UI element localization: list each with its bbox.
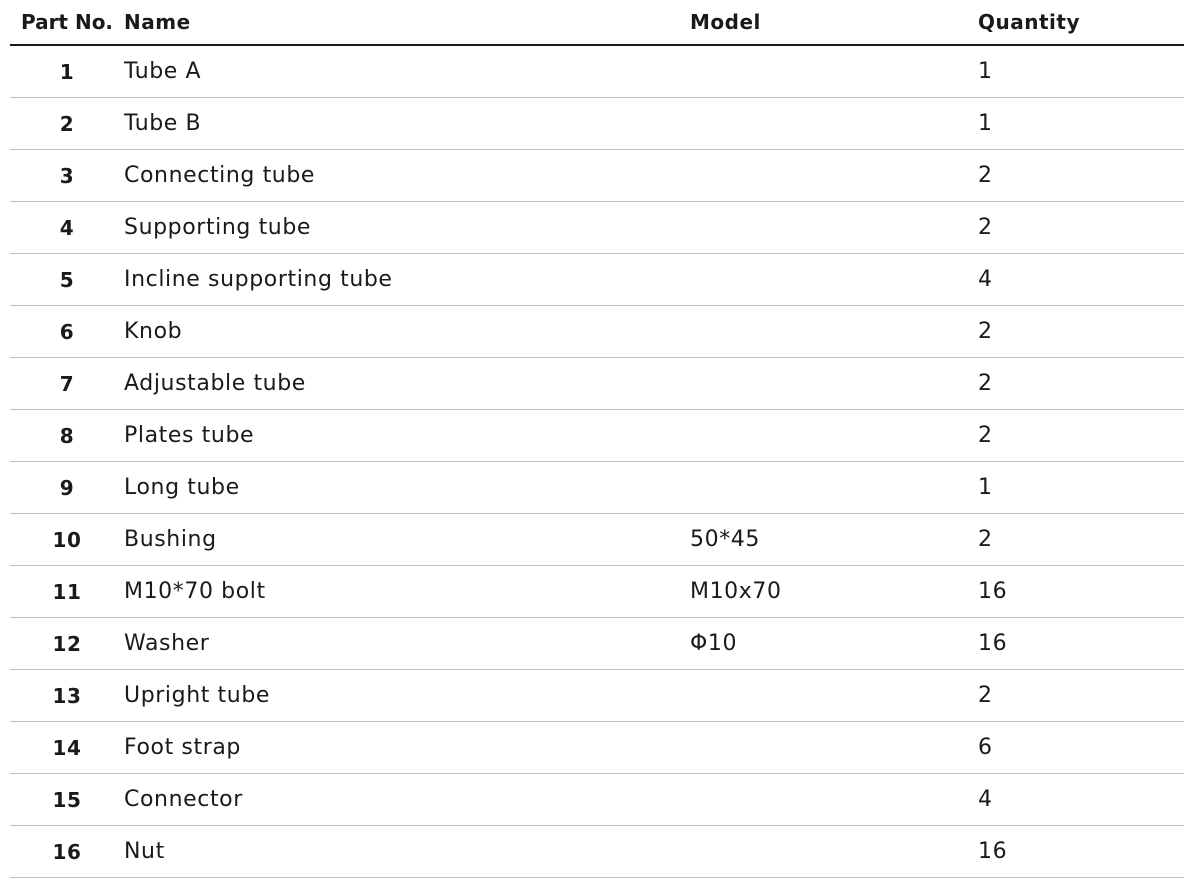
name-cell: Connector	[124, 774, 690, 826]
name-cell: Foot strap	[124, 722, 690, 774]
model-cell	[690, 826, 978, 878]
part-no-cell: 15	[10, 774, 124, 826]
name-cell: Supporting tube	[124, 202, 690, 254]
name-cell: Adjustable tube	[124, 358, 690, 410]
model-cell: 50*45	[690, 514, 978, 566]
name-cell: Tube B	[124, 98, 690, 150]
table-row	[10, 826, 1184, 878]
quantity-cell: 16	[978, 566, 1184, 618]
name-cell: Connecting tube	[124, 150, 690, 202]
table-row	[10, 722, 1184, 774]
quantity-cell: 2	[978, 150, 1184, 202]
model-cell	[690, 358, 978, 410]
name-cell: Tube A	[124, 45, 690, 98]
model-cell	[690, 306, 978, 358]
table-row	[10, 774, 1184, 826]
quantity-cell: 4	[978, 774, 1184, 826]
quantity-cell: 2	[978, 202, 1184, 254]
quantity-cell: 4	[978, 254, 1184, 306]
model-cell	[690, 722, 978, 774]
part-no-cell: 8	[10, 410, 124, 462]
name-cell: Knob	[124, 306, 690, 358]
table-body	[10, 45, 1184, 878]
part-no-cell: 7	[10, 358, 124, 410]
quantity-cell: 2	[978, 670, 1184, 722]
table-row	[10, 618, 1184, 670]
part-no-cell: 14	[10, 722, 124, 774]
table-row	[10, 254, 1184, 306]
part-no-cell: 2	[10, 98, 124, 150]
model-cell	[690, 202, 978, 254]
model-cell: M10x70	[690, 566, 978, 618]
name-cell: Plates tube	[124, 410, 690, 462]
quantity-cell: 2	[978, 358, 1184, 410]
parts-list-table	[10, 0, 1184, 878]
part-no-cell: 12	[10, 618, 124, 670]
quantity-cell: 2	[978, 410, 1184, 462]
header-row	[10, 0, 1184, 45]
quantity-cell: 6	[978, 722, 1184, 774]
part-no-cell: 6	[10, 306, 124, 358]
model-cell: Φ10	[690, 618, 978, 670]
table-row	[10, 514, 1184, 566]
table-row	[10, 670, 1184, 722]
part-no-cell: 9	[10, 462, 124, 514]
model-cell	[690, 45, 978, 98]
quantity-cell: 1	[978, 462, 1184, 514]
part-no-cell: 4	[10, 202, 124, 254]
quantity-cell: 16	[978, 826, 1184, 878]
part-no-cell: 13	[10, 670, 124, 722]
part-no-cell: 3	[10, 150, 124, 202]
model-cell	[690, 150, 978, 202]
model-cell	[690, 462, 978, 514]
name-cell: Bushing	[124, 514, 690, 566]
model-cell	[690, 254, 978, 306]
quantity-cell: 1	[978, 98, 1184, 150]
header-name: Name	[124, 0, 690, 45]
table-header	[10, 0, 1184, 45]
name-cell: Incline supporting tube	[124, 254, 690, 306]
header-part-no: Part No.	[10, 0, 124, 45]
table-row	[10, 202, 1184, 254]
name-cell: Long tube	[124, 462, 690, 514]
quantity-cell: 16	[978, 618, 1184, 670]
part-no-cell: 1	[10, 45, 124, 98]
quantity-cell: 2	[978, 514, 1184, 566]
header-model: Model	[690, 0, 978, 45]
part-no-cell: 5	[10, 254, 124, 306]
part-no-cell: 10	[10, 514, 124, 566]
table-row	[10, 98, 1184, 150]
name-cell: M10*70 bolt	[124, 566, 690, 618]
model-cell	[690, 670, 978, 722]
name-cell: Nut	[124, 826, 690, 878]
table-row	[10, 358, 1184, 410]
table-row	[10, 306, 1184, 358]
table-row	[10, 150, 1184, 202]
quantity-cell: 2	[978, 306, 1184, 358]
header-quantity: Quantity	[978, 0, 1184, 45]
part-no-cell: 16	[10, 826, 124, 878]
model-cell	[690, 774, 978, 826]
table-row	[10, 410, 1184, 462]
table-row	[10, 462, 1184, 514]
table-row	[10, 566, 1184, 618]
model-cell	[690, 410, 978, 462]
table-row	[10, 45, 1184, 98]
name-cell: Upright tube	[124, 670, 690, 722]
model-cell	[690, 98, 978, 150]
name-cell: Washer	[124, 618, 690, 670]
quantity-cell: 1	[978, 45, 1184, 98]
part-no-cell: 11	[10, 566, 124, 618]
